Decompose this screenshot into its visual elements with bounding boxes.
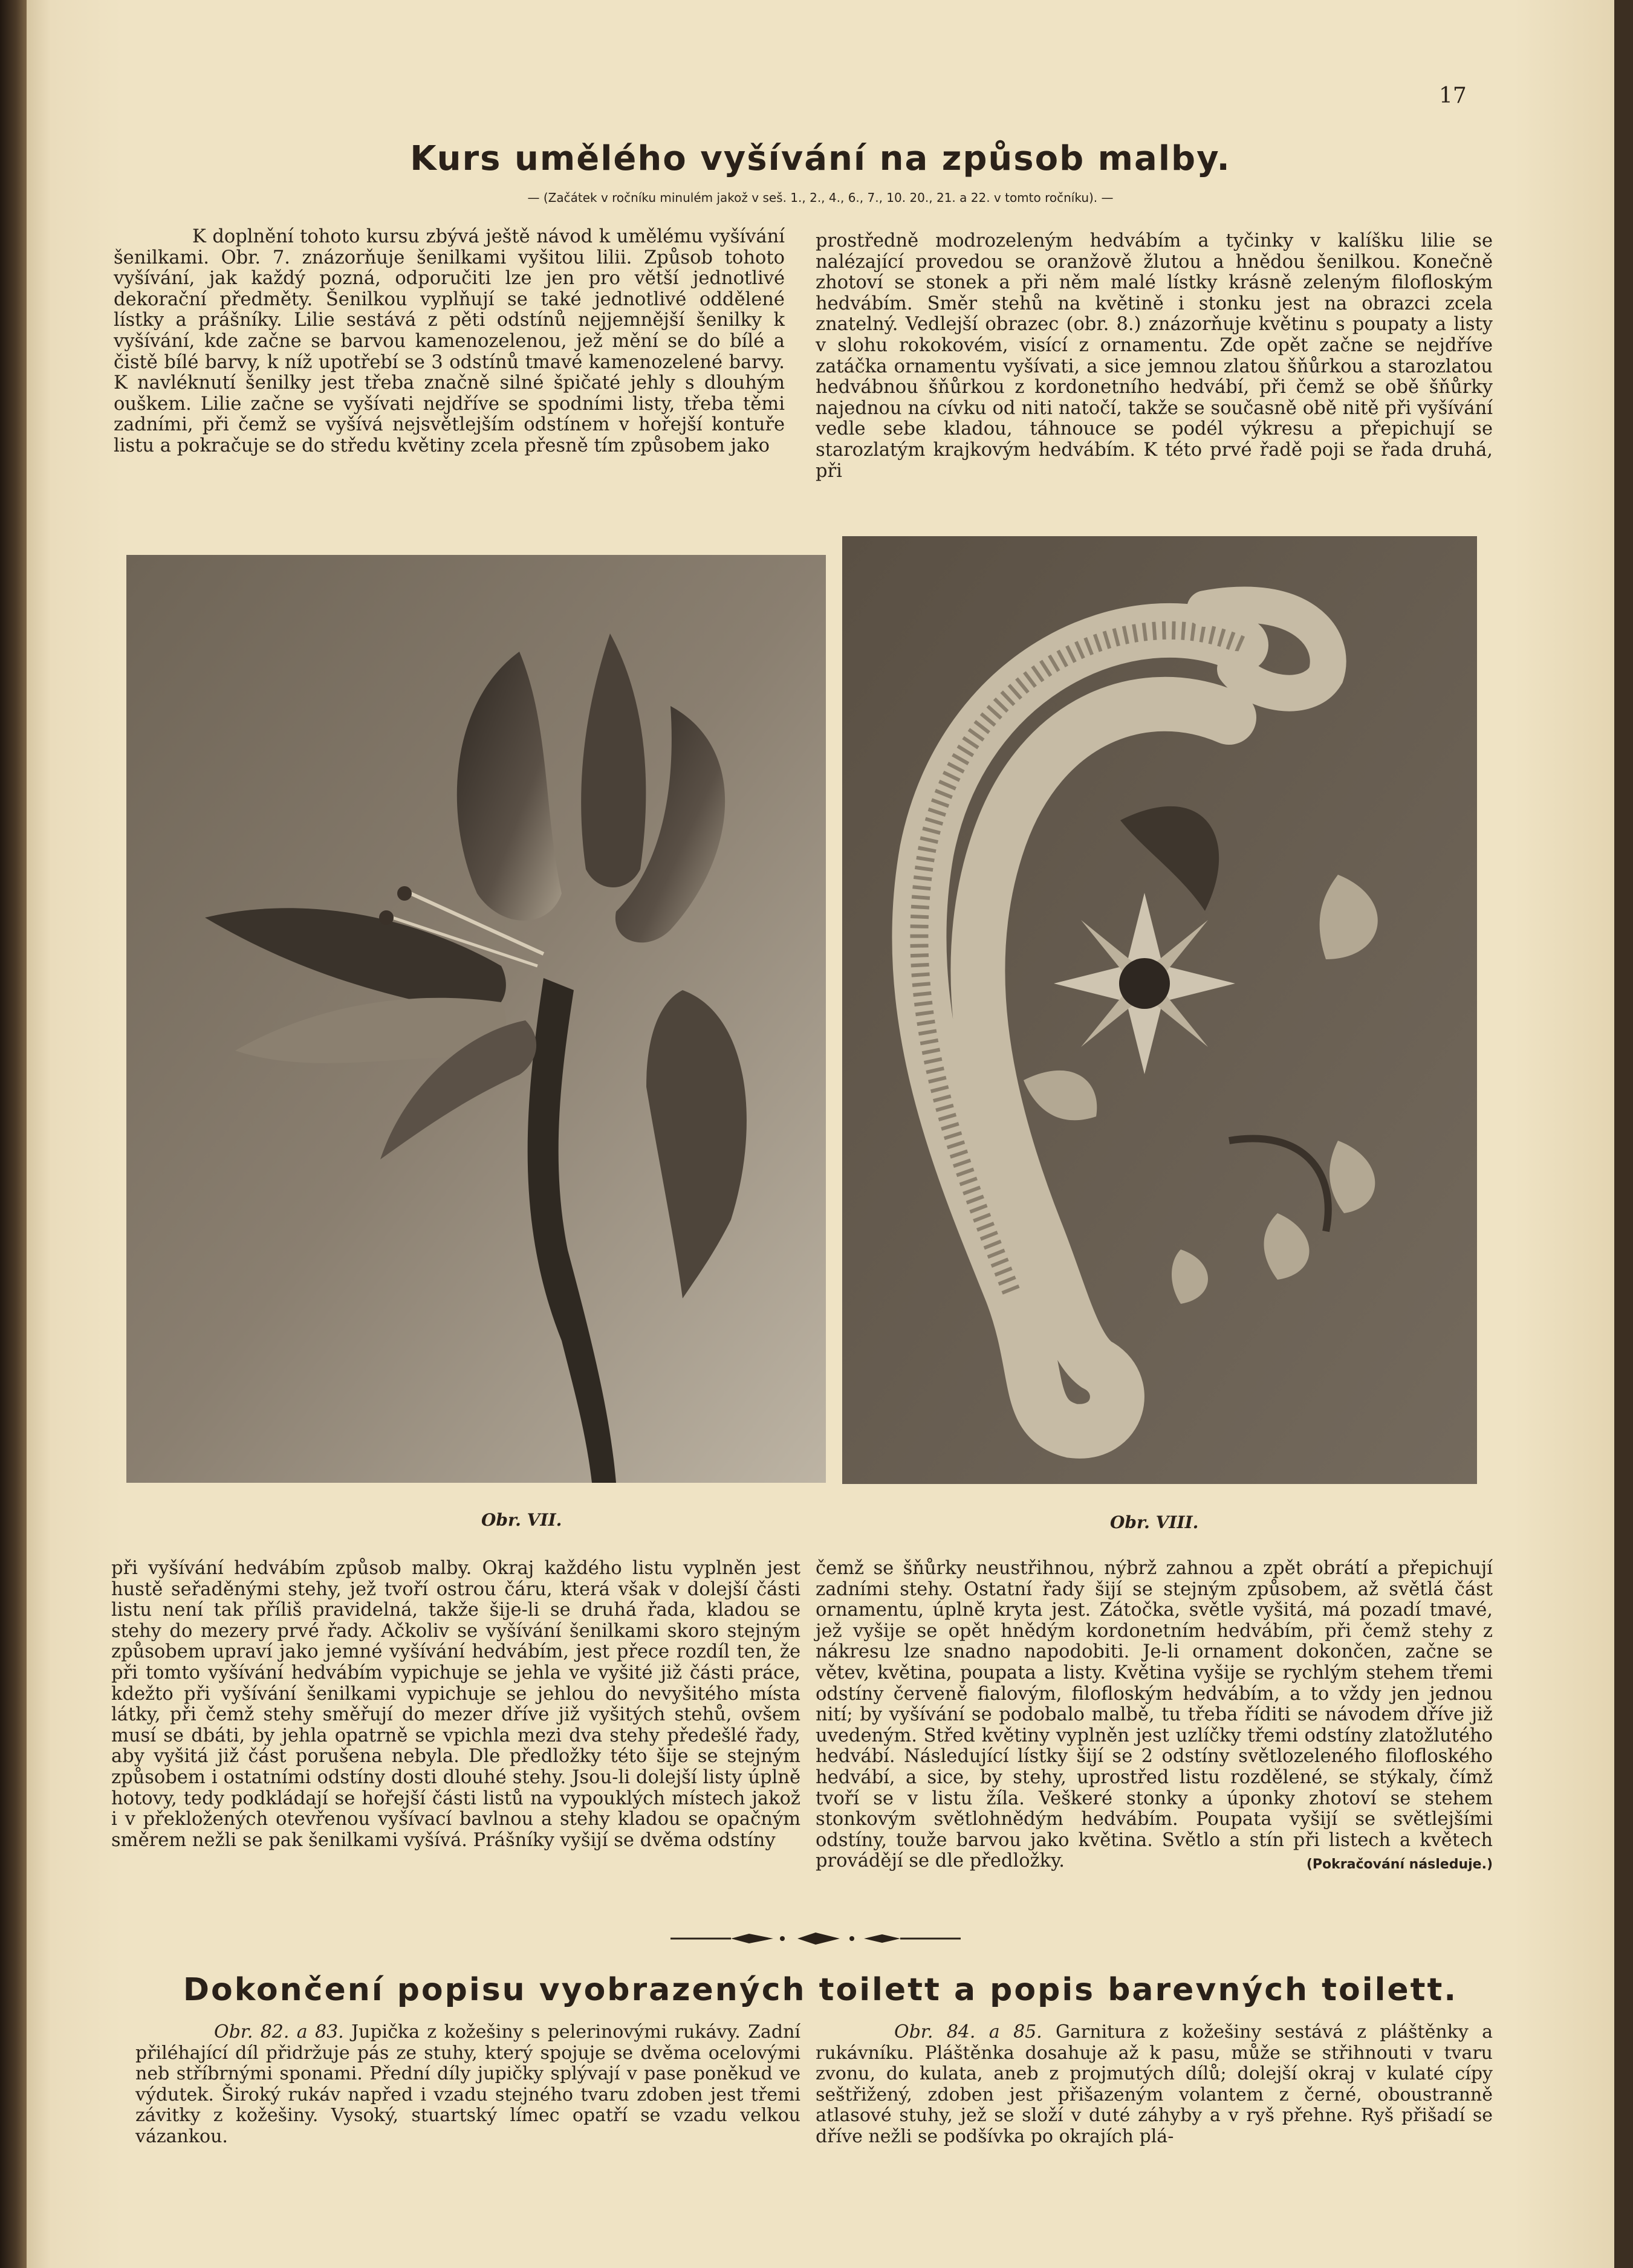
- lily-illustration: [126, 555, 826, 1483]
- paragraph-text: čemž se šňůrky neustřihnou, nýbrž zahnou a zpět obrátí a přepichují zadními stehy. Ostatní řady šijí se stejným způsobem, až světlá část ornamentu, úplně kryta jest. Zátočka, světle vyšitá, má pozadí tmavé, jež vyšije se opět hnědým kordonetním hedvábím, při čemž stehy z nákresu lze snadno napodobiti. Je-li ornament dokončen, začne se větev, květina, poupata a listy. Květina vyšije se rychlým stehem třemi odstíny červeně fialovým, filofloským hedvábím, a to vždy jen jednou nití; by vyšívání se podobalo malbě, tu třeba říditi se návodem dříve již uvedeným. Střed květiny vyplněn jest uzlíčky třemi odstíny zlatožlutého hedvábí. Následující lístky šijí se 2 odstíny světlozeleného filofloského hedvábí, a sice, by stehy, uprostřed listu rozdělené, se stýkaly, čímž tvoří se v listu žíla. Veškeré stonky a úponky zhotoví se stehem stonkovým světlohnědým hedvábím. Poupata vyšijí se světlejšími odstíny, touže barvou jako květina. Světlo a stín při listech a květech provádějí se dle předložky.: [816, 1558, 1493, 1872]
- text-column-4: [816, 1558, 1493, 1876]
- paragraph: [816, 1558, 1493, 1872]
- article-title-2: Dokončení popisu vyobrazených toilett a popis barevných toilett.: [183, 1972, 1458, 2008]
- flower: [1054, 893, 1235, 1074]
- figure-lily-embroidery: [126, 555, 826, 1483]
- text-column-3: [111, 1558, 800, 1851]
- paragraph: [135, 2022, 800, 2147]
- figure-rococo-embroidery: [842, 536, 1477, 1484]
- text-column-2: [816, 231, 1493, 482]
- article-subtitle: — (Začátek v ročníku minulém jakož v seš. 1., 2., 4., 6., 7., 10. 20., 21. a 22. v tomto ročníku). —: [527, 190, 1114, 205]
- rococo-illustration: [842, 536, 1477, 1484]
- paragraph: prostředně modrozeleným hedvábím a tyčinky v kalíšku lilie se nalézající provedou se oranžově žlutou a hnědou šenilkou. Konečně zhotoví se stonek a při něm malé lístky krásně zeleným filofloským hedvábím. Směr stehů na květině i stonku jest na obrazci zcela znatelný. Vedlejší obrazec (obr. 8.) znázorňuje květinu s poupaty a listy v slohu rokokovém, visící z ornamentu. Zde opět začne se nejdříve zatáčka ornamentu vyšívati, a sice jemnou zlatou šňůrkou a starozlatou hedvábnou šňůrkou z kordonetního hedvábí, při čemž se obě šňůrky najednou na cívku od niti natočí, takže se současně obě nitě při vyšívání vedle sebe kladou, táhnouce se podél výkresu a přepichují se starozlatým krajkovým hedvábím. K této prvé řadě poji se řada druhá, při: [816, 230, 1493, 482]
- paragraph: [816, 2022, 1493, 2147]
- paragraph: K doplnění tohoto kursu zbývá ještě návod k umělému vyšívání šenilkami. Obr. 7. znázorňuje šenilkami vyšitou lilii. Způsob tohoto vyšívání, jak každý pozná, odporučiti lze jen pro větší jednotlivé dekorační předměty. Šenilkou vyplňují se také jednotlivé oddělené lístky a prášníky. Lilie sestává z pěti odstínů nejjemnější šenilky k vyšívání, kde začne se barvou kamenozelenou, jež mění se do bílé a čistě bílé barvy, k níž upotřebí se 3 odstínů tmavé kamenozelené barvy. K navléknutí šenilky jest třeba značně silné špičaté jehly s dlouhým ouškem. Lilie začne se vyšívati nejdříve se spodními listy, třeba těmi zadními, při čemž se vyšívá nejsvětlejším odstínem v hořejší kontuře listu a pokračuje se do středu květiny zcela přesně tím způsobem jako: [114, 226, 785, 456]
- text-column-5: [135, 2022, 800, 2147]
- figure-caption: Obr. VII.: [481, 1510, 562, 1530]
- book-spine: [0, 0, 27, 2268]
- page-number: 17: [1439, 83, 1467, 108]
- paragraph-text: Garnitura z kožešiny sestává z pláštěnky a rukávníku. Pláštěnka dosahuje až k pasu, může se střihnouti v tvaru zvonu, do kulata, aneb z projmutých dílů; dolejší okraj v kulaté cípy seštřižený, zdoben jest přišazeným volantem z černé, oboustranně atlasové stuhy, jež se složí v duté záhyby a v ryš přehne. Ryš přišadí se dříve nežli se podšívka po okrajích plá-: [816, 2021, 1493, 2147]
- paragraph-text: Jupička z kožešiny s pelerinovými rukávy. Zadní přiléhající díl přidržuje pás ze stuhy, který spojuje se dvěma ocelovými neb stříbrnými sponami. Přední díly jupičky splývají v pase poněkud ve výdutek. Široký rukáv napřed i vzadu stejného tvaru zdoben jest třemi závitky z kožešiny. Vysoký, stuartský límec opatří se vzadu velkou vázankou.: [135, 2021, 800, 2147]
- text-column-1: [114, 227, 785, 457]
- figure-reference: Obr. 84. a 85.: [894, 2021, 1042, 2043]
- document-page: [27, 0, 1614, 2268]
- figure-reference: Obr. 82. a 83.: [214, 2021, 344, 2043]
- ornamental-divider: [658, 1930, 973, 1947]
- paragraph: při vyšívání hedvábím způsob malby. Okraj každého listu vyplněn jest hustě seřaděnými stehy, jež tvoří ostrou čáru, která však v dolejší části listu není tak příliš pravidelná, takže šije-li se druhá řada, kladou se stehy do mezery prvé řady. Ačkoliv se vyšívání šenilkami skoro stejným způsobem upraví jako jemné vyšívání hedvábím, jest přece rozdíl ten, že při tomto vyšívání hedvábím vypichuje se jehla ve vyšité již části práce, kdežto při vyšívání šenilkami vypichuje se jehlou do nevyšitého místa látky, při čemž stehy směřují do mezer dříve již vyšitých stehů, ovšem musí se dbáti, by jehla opatrně se vpichla mezi dva stehy předešlé řady, aby vyšitá již část porušena nebyla. Dle předložky této šije se stejným způsobem i ostatními odstíny dosti dlouhé stehy. Jsou-li dolejší listy úplně hotovy, tedy podkládají se hořejší části listů na vypouklých místech jakož i v překložených otevřenou vyšívací bavlnou a stehy kladou se opačným směrem nežli se pak šenilkami vyšívá. Prášníky vyšijí se dvěma odstíny: [111, 1558, 800, 1851]
- continued-note: (Pokračování následuje.): [1306, 1857, 1493, 1873]
- text-column-6: [816, 2022, 1493, 2147]
- article-title: Kurs umělého vyšívání na způsob malby.: [410, 139, 1231, 178]
- figure-caption: Obr. VIII.: [1110, 1512, 1199, 1532]
